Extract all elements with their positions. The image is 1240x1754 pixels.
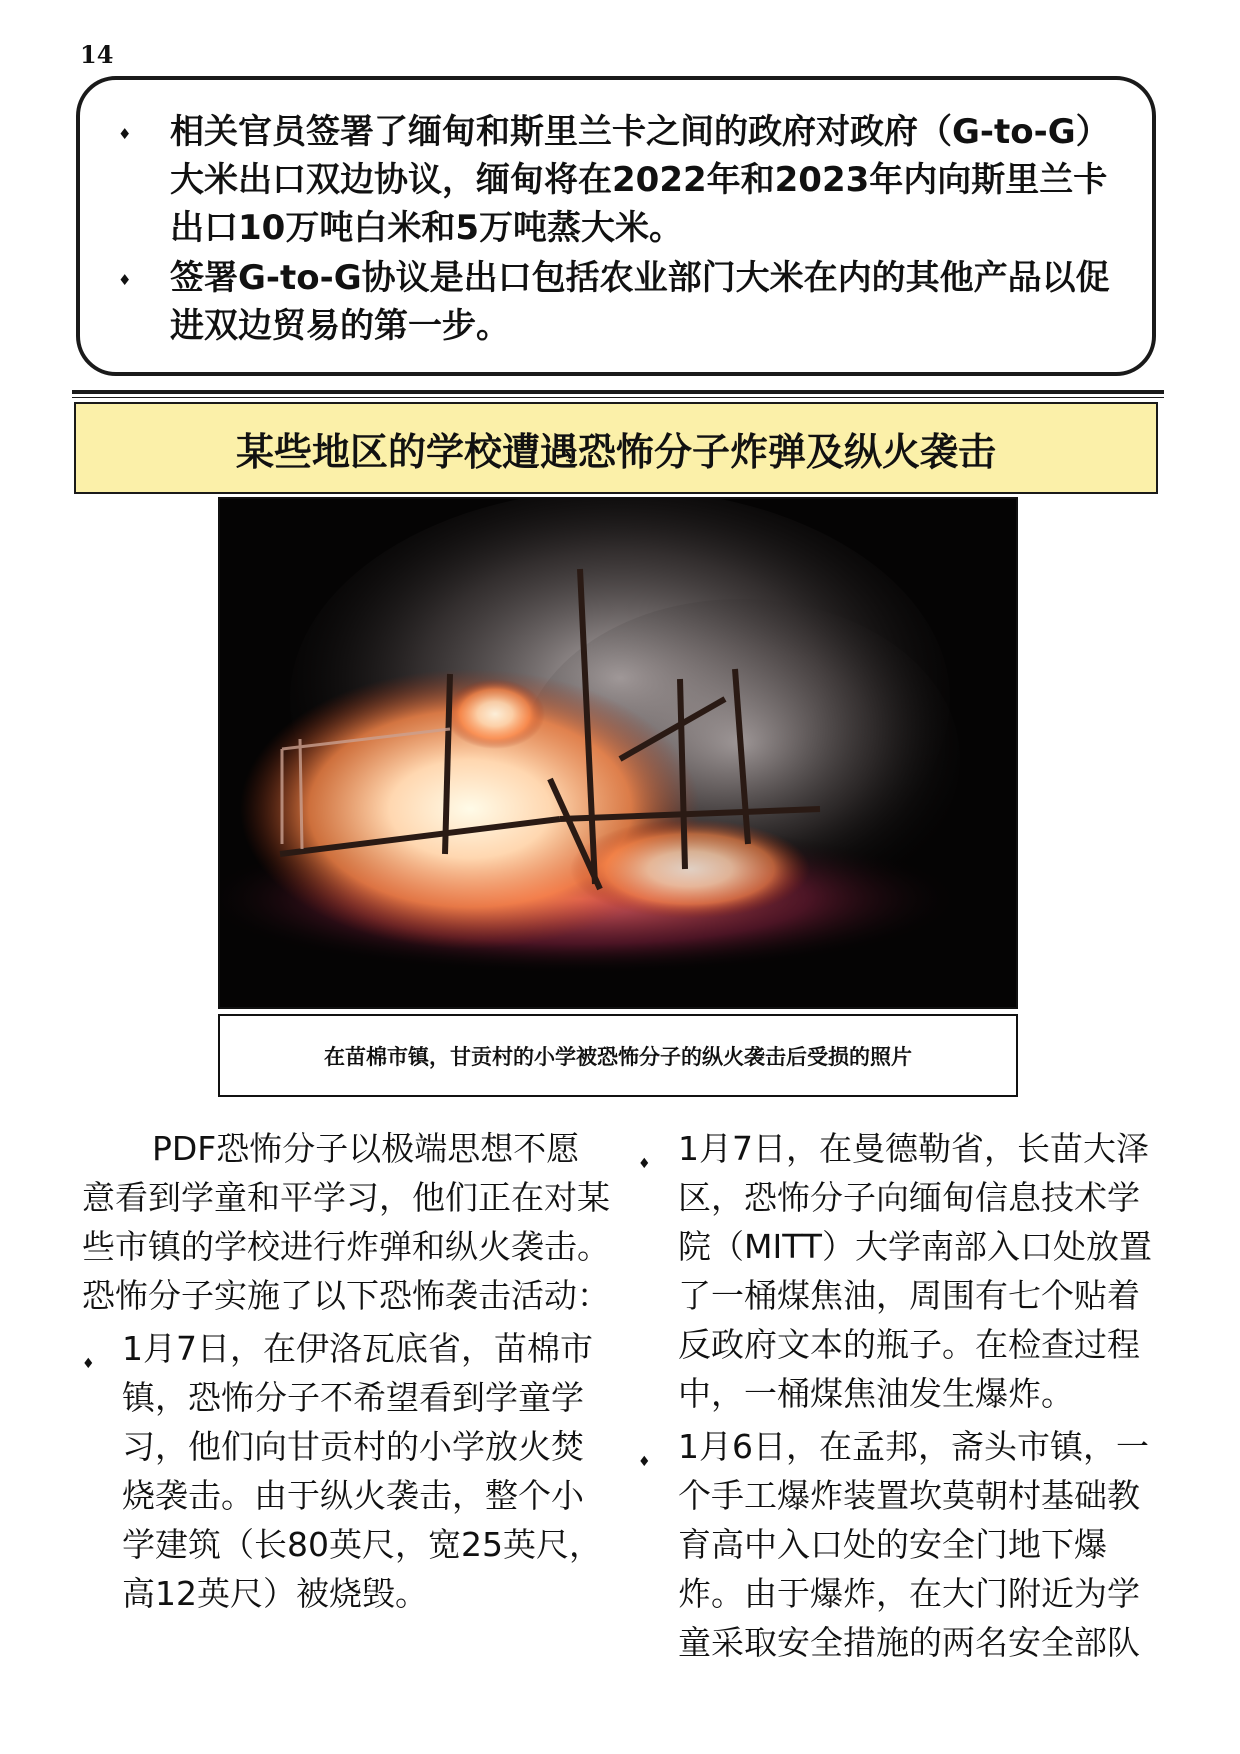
incident-list-right xyxy=(638,1124,1158,1667)
summary-item xyxy=(118,108,1122,252)
incident-item xyxy=(638,1422,1158,1667)
diamond-bullet-icon: ♦ xyxy=(118,271,132,289)
section-title: 某些地区的学校遭遇恐怖分子炸弹及纵火袭击 xyxy=(74,402,1158,494)
article-column-right xyxy=(638,1124,1158,1671)
incident-text: 1月7日，在曼德勒省，长苗大泽区，恐怖分子向缅甸信息技术学院（MITT）大学南部入口处放置了一桶煤焦油，周围有七个贴着反政府文本的瓶子。在检查过程中，一桶煤焦油发生爆炸。 xyxy=(678,1129,1152,1413)
photo-caption: 在苗棉市镇，甘贡村的小学被恐怖分子的纵火袭击后受损的照片 xyxy=(218,1014,1018,1097)
summary-item-text: 相关官员签署了缅甸和斯里兰卡之间的政府对政府（G-to-G）大米出口双边协议，缅甸将在2022年和2023年内向斯里兰卡出口10万吨白米和5万吨蒸大米。 xyxy=(170,112,1110,248)
summary-box xyxy=(76,76,1156,376)
diamond-bullet-icon: ♦ xyxy=(118,125,132,143)
summary-item-text: 签署G-to-G协议是出口包括农业部门大米在内的其他产品以促进双边贸易的第一步。 xyxy=(170,258,1110,346)
summary-list xyxy=(80,80,1152,350)
diamond-bullet-icon: ♦ xyxy=(638,1454,651,1470)
intro-paragraph: PDF恐怖分子以极端思想不愿意看到学童和平学习，他们正在对某些市镇的学校进行炸弹和纵火袭击。恐怖分子实施了以下恐怖袭击活动： xyxy=(82,1129,610,1315)
diamond-bullet-icon: ♦ xyxy=(638,1156,651,1172)
section-divider xyxy=(72,390,1164,394)
incident-item xyxy=(638,1124,1158,1418)
incident-text: 1月6日，在孟邦，斋头市镇，一个手工爆炸装置坎莫朝村基础教育高中入口处的安全门地下爆炸。由于爆炸，在大门附近为学童采取安全措施的两名安全部队 xyxy=(678,1427,1149,1662)
article-column-left xyxy=(82,1124,612,1622)
section-divider-thin xyxy=(72,397,1164,398)
summary-item xyxy=(118,254,1122,350)
burning-school-illustration xyxy=(220,499,1016,1007)
incident-list-left xyxy=(82,1324,612,1618)
page-number: 14 xyxy=(80,40,114,69)
diamond-bullet-icon: ♦ xyxy=(82,1356,95,1372)
incident-item xyxy=(82,1324,612,1618)
incident-text: 1月7日，在伊洛瓦底省，苗棉市镇，恐怖分子不希望看到学童学习，他们向甘贡村的小学放火焚烧袭击。由于纵火袭击，整个小学建筑（长80英尺，宽25英尺，高12英尺）被烧毁。 xyxy=(122,1329,602,1613)
fire-photo xyxy=(218,497,1018,1009)
